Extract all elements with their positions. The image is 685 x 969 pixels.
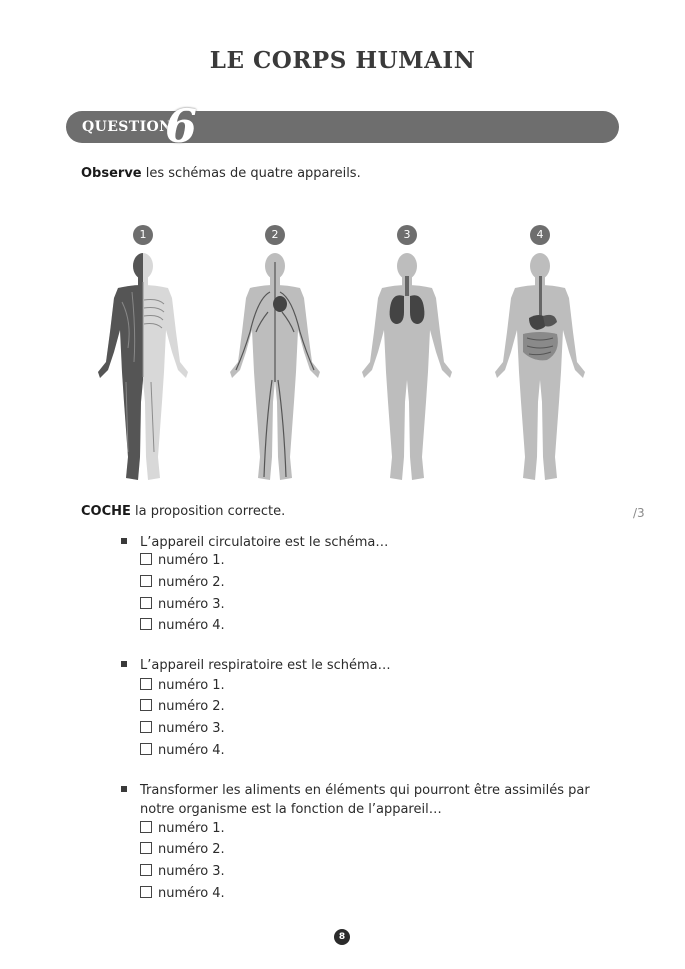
q1-option-4[interactable]	[140, 617, 225, 635]
page-title: LE CORPS HUMAIN	[209, 47, 476, 74]
option-label: numéro 4.	[158, 743, 225, 758]
observe-instruction	[81, 166, 361, 181]
q2-option-4[interactable]	[140, 742, 225, 760]
option-label: numéro 4.	[158, 618, 225, 633]
checkbox[interactable]	[140, 618, 152, 630]
q1-option-2[interactable]	[140, 574, 225, 592]
q3-option-3[interactable]	[140, 863, 225, 881]
coche-text: la proposition correcte.	[130, 504, 286, 519]
q2-option-3[interactable]	[140, 720, 225, 738]
checkbox[interactable]	[140, 721, 152, 733]
checkbox[interactable]	[140, 886, 152, 898]
option-label: numéro 3.	[158, 597, 225, 612]
q3-option-2[interactable]	[140, 841, 225, 859]
figure-2-badge: 2	[265, 225, 285, 245]
q2-option-2[interactable]	[140, 698, 225, 716]
option-label: numéro 3.	[158, 721, 225, 736]
figure-4-badge: 4	[530, 225, 550, 245]
question-3-text: Transformer les aliments en éléments qui pourront être assimilés par notre organisme est la fonction de l’appareil…	[140, 783, 590, 817]
respiratory-system-body-icon	[352, 252, 462, 488]
figure-3-badge: 3	[397, 225, 417, 245]
page-number: 8	[334, 929, 350, 945]
checkbox[interactable]	[140, 864, 152, 876]
question-number: 6	[164, 99, 197, 153]
checkbox[interactable]	[140, 553, 152, 565]
option-label: numéro 1.	[158, 678, 225, 693]
digestive-system-body-icon	[485, 252, 595, 488]
coche-instruction	[81, 504, 285, 519]
bullet-icon	[121, 786, 127, 792]
checkbox[interactable]	[140, 575, 152, 587]
checkbox[interactable]	[140, 743, 152, 755]
score-label: /3	[633, 506, 645, 520]
q1-option-3[interactable]	[140, 596, 225, 614]
question-1-text: L’appareil circulatoire est le schéma…	[140, 535, 389, 550]
q3-option-4[interactable]	[140, 885, 225, 903]
option-label: numéro 1.	[158, 553, 225, 568]
q2-option-1[interactable]	[140, 677, 225, 695]
checkbox[interactable]	[140, 678, 152, 690]
option-label: numéro 1.	[158, 821, 225, 836]
q1-option-1[interactable]	[140, 552, 225, 570]
option-label: numéro 3.	[158, 864, 225, 879]
observe-bold: Observe	[81, 166, 142, 181]
figure-1-badge: 1	[133, 225, 153, 245]
bullet-icon	[121, 661, 127, 667]
coche-bold: COCHE	[81, 504, 131, 519]
checkbox[interactable]	[140, 821, 152, 833]
question-2-text: L’appareil respiratoire est le schéma…	[140, 658, 391, 673]
circulatory-system-body-icon	[220, 252, 330, 488]
checkbox[interactable]	[140, 597, 152, 609]
option-label: numéro 2.	[158, 842, 225, 857]
question-label: QUESTION	[82, 119, 173, 135]
q3-option-1[interactable]	[140, 820, 225, 838]
checkbox[interactable]	[140, 842, 152, 854]
skeleton-muscles-body-icon	[88, 252, 198, 488]
bullet-icon	[121, 538, 127, 544]
option-label: numéro 2.	[158, 575, 225, 590]
option-label: numéro 4.	[158, 886, 225, 901]
observe-text: les schémas de quatre appareils.	[141, 166, 361, 181]
option-label: numéro 2.	[158, 699, 225, 714]
checkbox[interactable]	[140, 699, 152, 711]
